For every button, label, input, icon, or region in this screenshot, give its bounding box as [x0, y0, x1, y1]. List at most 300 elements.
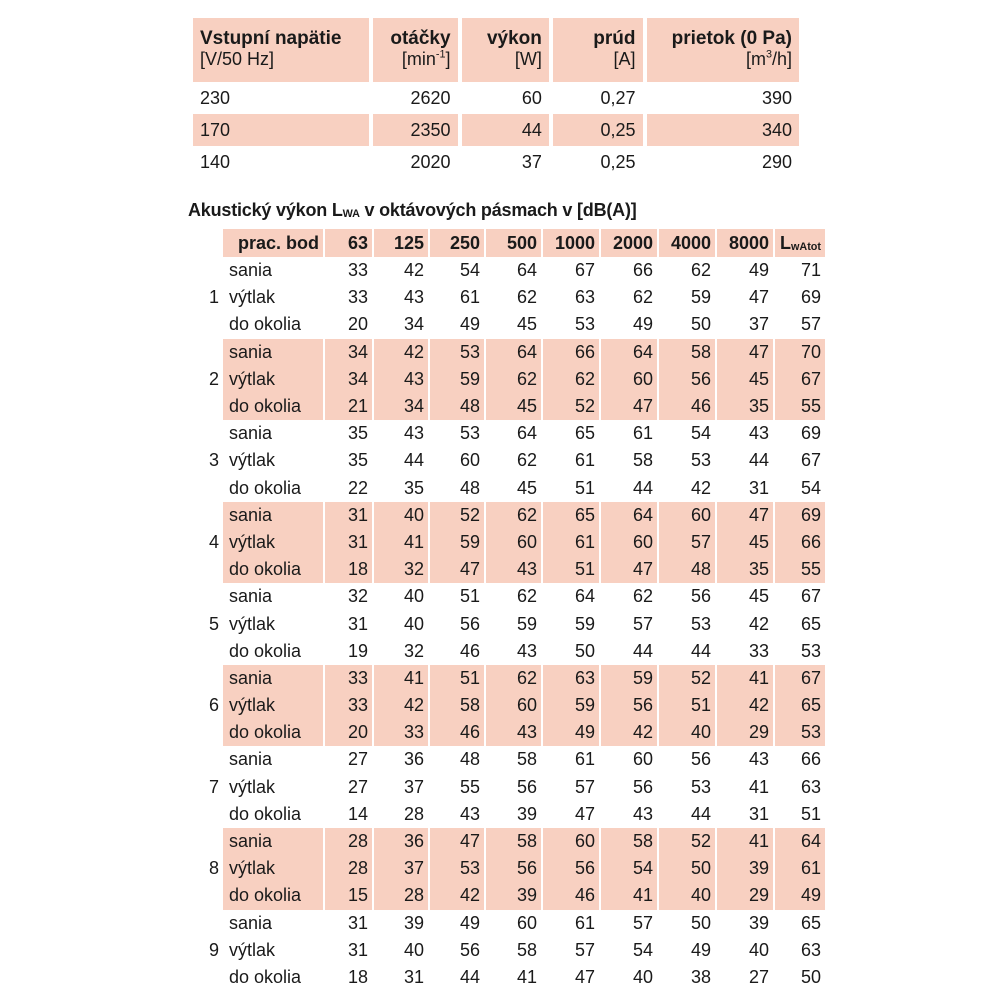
acoustic-title-sub: WA — [342, 208, 360, 221]
value-8000: 35 — [717, 393, 773, 420]
value-500: 45 — [516, 477, 537, 498]
value-4000: 40 — [659, 882, 715, 909]
value-63: 32 — [347, 586, 368, 607]
operating-point-number: 7 — [208, 776, 219, 797]
value-125: 37 — [374, 855, 428, 882]
value-125: 44 — [403, 450, 424, 471]
value-4000: 58 — [659, 339, 715, 366]
value-1000: 57 — [574, 939, 595, 960]
value-2000: 43 — [632, 803, 653, 824]
value-1000: 47 — [574, 803, 595, 824]
value-1000: 57 — [574, 776, 595, 797]
value-4000: 56 — [690, 586, 711, 607]
value-4000: 59 — [690, 287, 711, 308]
value-63: 34 — [325, 339, 372, 366]
cell-voltage: 170 — [193, 114, 369, 146]
value-63: 28 — [325, 855, 372, 882]
value-125: 43 — [403, 287, 424, 308]
acoustic-power-table — [191, 229, 827, 991]
operating-point-number — [193, 339, 221, 366]
value-8000: 47 — [748, 287, 769, 308]
acoustic-row — [193, 746, 825, 773]
operating-point-number — [193, 828, 221, 855]
value-total: 63 — [800, 776, 821, 797]
value-total: 69 — [800, 287, 821, 308]
header-airflow-unit-post: /h] — [771, 49, 792, 69]
electrical-data-body — [193, 82, 799, 178]
value-2000: 64 — [601, 339, 657, 366]
value-63: 27 — [347, 776, 368, 797]
value-125: 32 — [403, 640, 424, 661]
value-63: 18 — [325, 556, 372, 583]
operating-point-number: 9 — [208, 939, 219, 960]
acoustic-row — [193, 910, 825, 937]
operating-point-number — [193, 746, 221, 773]
measurement-location: sania — [223, 828, 323, 855]
operating-point-number — [193, 311, 221, 338]
acoustic-body — [193, 257, 825, 991]
header-airflow-title: prietok (0 Pa) — [671, 28, 792, 49]
acoustic-row — [193, 692, 825, 719]
value-125: 43 — [374, 366, 428, 393]
value-125: 40 — [403, 939, 424, 960]
value-1000: 50 — [574, 640, 595, 661]
value-2000: 56 — [601, 692, 657, 719]
value-1000: 56 — [543, 855, 599, 882]
value-1000: 63 — [574, 287, 595, 308]
value-500: 58 — [516, 749, 537, 770]
value-total: 53 — [775, 719, 825, 746]
header-voltage-title: Vstupní napätie — [200, 28, 342, 49]
measurement-location: výtlak — [223, 855, 323, 882]
value-250: 59 — [430, 366, 484, 393]
cell-speed: 2620 — [410, 87, 451, 108]
measurement-location: do okolia — [229, 640, 302, 661]
value-total: 71 — [800, 260, 821, 281]
acoustic-row — [193, 529, 825, 556]
acoustic-row — [193, 311, 825, 338]
measurement-location: do okolia — [223, 393, 323, 420]
value-4000: 46 — [659, 393, 715, 420]
value-250: 43 — [459, 803, 480, 824]
value-125: 41 — [374, 529, 428, 556]
value-total: 53 — [800, 640, 821, 661]
header-speed-unit-sup: -1 — [435, 48, 446, 61]
value-500: 59 — [516, 613, 537, 634]
acoustic-row — [193, 447, 825, 474]
measurement-location: sania — [229, 749, 273, 770]
measurement-location: výtlak — [223, 366, 323, 393]
acoustic-table-title — [188, 200, 637, 221]
value-1000: 62 — [543, 366, 599, 393]
value-2000: 49 — [632, 314, 653, 335]
value-total: 57 — [800, 314, 821, 335]
value-total: 55 — [775, 556, 825, 583]
value-1000: 49 — [543, 719, 599, 746]
value-2000: 61 — [632, 423, 653, 444]
value-8000: 49 — [748, 260, 769, 281]
header-total-sub: wAtot — [791, 240, 821, 253]
value-250: 46 — [430, 719, 484, 746]
acoustic-row — [193, 556, 825, 583]
operating-point-number — [193, 420, 221, 447]
value-250: 60 — [459, 450, 480, 471]
value-63: 34 — [325, 366, 372, 393]
value-1000: 59 — [543, 692, 599, 719]
operating-point-number — [193, 910, 221, 937]
cell-voltage: 140 — [200, 151, 231, 172]
operating-point-number — [193, 665, 221, 692]
value-8000: 33 — [748, 640, 769, 661]
cell-airflow: 390 — [761, 87, 792, 108]
value-2000: 40 — [632, 966, 653, 987]
value-1000: 59 — [574, 613, 595, 634]
operating-point-number — [193, 638, 221, 665]
measurement-location: výtlak — [229, 613, 276, 634]
value-125: 40 — [403, 613, 424, 634]
cell-current: 0,25 — [553, 114, 643, 146]
value-250: 55 — [459, 776, 480, 797]
operating-point-number — [193, 882, 221, 909]
value-500: 62 — [516, 586, 537, 607]
value-500: 45 — [516, 314, 537, 335]
value-2000: 41 — [601, 882, 657, 909]
value-total: 70 — [775, 339, 825, 366]
header-freq-4000: 4000 — [659, 229, 715, 257]
value-8000: 47 — [717, 339, 773, 366]
value-1000: 60 — [543, 828, 599, 855]
value-63: 31 — [347, 613, 368, 634]
value-8000: 29 — [717, 882, 773, 909]
cell-speed: 2350 — [373, 114, 457, 146]
value-250: 56 — [459, 613, 480, 634]
value-8000: 39 — [748, 912, 769, 933]
value-1000: 63 — [543, 665, 599, 692]
header-freq-125: 125 — [374, 229, 428, 257]
value-total: 69 — [775, 502, 825, 529]
value-63: 22 — [347, 477, 368, 498]
value-total: 66 — [775, 529, 825, 556]
value-4000: 50 — [690, 912, 711, 933]
value-4000: 53 — [690, 776, 711, 797]
value-125: 42 — [374, 692, 428, 719]
operating-point-number — [193, 556, 221, 583]
value-500: 43 — [486, 556, 541, 583]
header-total — [775, 229, 825, 257]
value-4000: 60 — [659, 502, 715, 529]
value-1000: 61 — [574, 912, 595, 933]
value-4000: 49 — [690, 939, 711, 960]
acoustic-row — [193, 366, 825, 393]
header-freq-1000: 1000 — [543, 229, 599, 257]
value-1000: 67 — [574, 260, 595, 281]
value-125: 42 — [403, 260, 424, 281]
acoustic-title-pre: Akustický výkon L — [188, 200, 343, 220]
value-total: 51 — [800, 803, 821, 824]
value-8000: 42 — [748, 613, 769, 634]
value-8000: 43 — [748, 749, 769, 770]
cell-voltage: 230 — [200, 87, 231, 108]
value-4000: 44 — [690, 803, 711, 824]
acoustic-row — [193, 339, 825, 366]
value-1000: 51 — [574, 477, 595, 498]
acoustic-row — [193, 964, 825, 991]
header-spacer — [193, 229, 221, 257]
acoustic-row — [193, 665, 825, 692]
value-125: 39 — [403, 912, 424, 933]
measurement-location: výtlak — [223, 529, 323, 556]
measurement-location: do okolia — [223, 556, 323, 583]
value-250: 59 — [430, 529, 484, 556]
electrical-data-table — [189, 18, 803, 178]
header-power-unit: [W] — [514, 49, 542, 69]
value-500: 62 — [516, 450, 537, 471]
value-125: 36 — [374, 828, 428, 855]
acoustic-row — [193, 610, 825, 637]
value-4000: 42 — [690, 477, 711, 498]
value-1000: 66 — [543, 339, 599, 366]
value-4000: 52 — [659, 828, 715, 855]
value-125: 34 — [374, 393, 428, 420]
value-500: 62 — [486, 665, 541, 692]
value-500: 43 — [486, 719, 541, 746]
value-total: 61 — [775, 855, 825, 882]
value-250: 48 — [459, 749, 480, 770]
acoustic-row — [193, 393, 825, 420]
value-500: 62 — [486, 502, 541, 529]
value-500: 43 — [516, 640, 537, 661]
header-freq-8000: 8000 — [717, 229, 773, 257]
value-total: 63 — [800, 939, 821, 960]
value-500: 62 — [486, 366, 541, 393]
header-current-title: prúd — [593, 28, 636, 49]
value-2000: 57 — [632, 912, 653, 933]
header-airflow-unit-sup: 3 — [765, 48, 772, 61]
measurement-location: výtlak — [229, 939, 276, 960]
header-freq-500: 500 — [486, 229, 541, 257]
value-8000: 45 — [717, 529, 773, 556]
value-8000: 27 — [748, 966, 769, 987]
value-125: 41 — [374, 665, 428, 692]
acoustic-row — [193, 882, 825, 909]
value-2000: 66 — [632, 260, 653, 281]
value-125: 31 — [403, 966, 424, 987]
header-freq-63: 63 — [325, 229, 372, 257]
cell-power: 60 — [521, 87, 542, 108]
value-1000: 61 — [543, 529, 599, 556]
header-speed-unit — [380, 49, 450, 69]
value-1000: 64 — [574, 586, 595, 607]
value-500: 58 — [486, 828, 541, 855]
value-4000: 38 — [690, 966, 711, 987]
value-8000: 41 — [717, 665, 773, 692]
operating-point-number — [193, 801, 221, 828]
value-2000: 42 — [601, 719, 657, 746]
value-2000: 54 — [601, 855, 657, 882]
value-250: 51 — [430, 665, 484, 692]
operating-point-number — [193, 583, 221, 610]
value-250: 42 — [430, 882, 484, 909]
value-4000: 54 — [690, 423, 711, 444]
value-8000: 31 — [748, 477, 769, 498]
header-speed-unit-post: ] — [445, 49, 451, 69]
value-8000: 45 — [748, 586, 769, 607]
value-63: 21 — [325, 393, 372, 420]
value-total: 67 — [800, 450, 821, 471]
value-2000: 60 — [632, 749, 653, 770]
value-1000: 61 — [574, 749, 595, 770]
value-2000: 57 — [632, 613, 653, 634]
value-125: 36 — [403, 749, 424, 770]
acoustic-row — [193, 937, 825, 964]
measurement-location: sania — [223, 339, 323, 366]
acoustic-row — [193, 855, 825, 882]
operating-point-number — [193, 257, 221, 284]
header-airflow-unit-pre: [m — [745, 49, 766, 69]
value-125: 40 — [374, 502, 428, 529]
value-63: 20 — [347, 314, 368, 335]
value-63: 27 — [347, 749, 368, 770]
acoustic-row — [193, 420, 825, 447]
value-250: 49 — [459, 314, 480, 335]
value-500: 60 — [486, 529, 541, 556]
cell-airflow: 290 — [761, 151, 792, 172]
header-speed — [373, 18, 457, 82]
operating-point-number — [193, 719, 221, 746]
value-total: 54 — [800, 477, 821, 498]
electrical-data-row — [193, 114, 799, 146]
acoustic-header — [193, 229, 825, 257]
value-250: 46 — [459, 640, 480, 661]
value-8000: 37 — [748, 314, 769, 335]
value-500: 39 — [516, 803, 537, 824]
measurement-location: do okolia — [223, 882, 323, 909]
measurement-location: sania — [223, 665, 323, 692]
value-4000: 50 — [659, 855, 715, 882]
value-250: 54 — [459, 260, 480, 281]
measurement-location: výtlak — [223, 692, 323, 719]
operating-point-number: 4 — [208, 531, 219, 552]
value-2000: 60 — [601, 366, 657, 393]
value-2000: 58 — [632, 450, 653, 471]
value-total: 69 — [800, 423, 821, 444]
value-63: 28 — [325, 828, 372, 855]
acoustic-row — [193, 638, 825, 665]
value-125: 37 — [403, 776, 424, 797]
value-2000: 44 — [632, 640, 653, 661]
header-voltage — [193, 18, 369, 82]
value-63: 15 — [325, 882, 372, 909]
measurement-location: do okolia — [223, 719, 323, 746]
value-125: 33 — [374, 719, 428, 746]
header-freq-2000: 2000 — [601, 229, 657, 257]
value-500: 56 — [486, 855, 541, 882]
acoustic-row — [193, 583, 825, 610]
value-1000: 65 — [574, 423, 595, 444]
value-4000: 48 — [659, 556, 715, 583]
value-total: 67 — [775, 665, 825, 692]
value-2000: 47 — [601, 393, 657, 420]
value-total: 66 — [800, 749, 821, 770]
cell-current: 0,27 — [600, 87, 636, 108]
value-1000: 47 — [574, 966, 595, 987]
value-125: 32 — [374, 556, 428, 583]
measurement-location: sania — [229, 260, 273, 281]
measurement-location: výtlak — [229, 776, 276, 797]
value-total: 49 — [775, 882, 825, 909]
value-8000: 45 — [717, 366, 773, 393]
value-1000: 65 — [543, 502, 599, 529]
acoustic-row — [193, 475, 825, 502]
value-500: 64 — [516, 423, 537, 444]
value-1000: 46 — [543, 882, 599, 909]
value-500: 41 — [516, 966, 537, 987]
value-total: 55 — [775, 393, 825, 420]
cell-power: 37 — [521, 151, 542, 172]
header-power — [462, 18, 549, 82]
value-250: 53 — [430, 339, 484, 366]
value-63: 33 — [347, 260, 368, 281]
acoustic-row — [193, 257, 825, 284]
operating-point-number — [193, 502, 221, 529]
cell-power: 44 — [462, 114, 549, 146]
value-total: 67 — [800, 586, 821, 607]
value-2000: 44 — [632, 477, 653, 498]
measurement-location: do okolia — [229, 314, 302, 335]
value-4000: 56 — [659, 366, 715, 393]
value-500: 62 — [516, 287, 537, 308]
operating-point-number: 2 — [208, 368, 219, 389]
value-63: 31 — [347, 912, 368, 933]
operating-point-number: 8 — [208, 858, 219, 879]
value-2000: 62 — [632, 287, 653, 308]
value-2000: 47 — [601, 556, 657, 583]
value-8000: 41 — [748, 776, 769, 797]
value-2000: 62 — [632, 586, 653, 607]
cell-current: 0,25 — [600, 151, 636, 172]
acoustic-row — [193, 801, 825, 828]
electrical-data-header — [193, 18, 799, 82]
operating-point-number — [193, 475, 221, 502]
measurement-location: sania — [229, 423, 273, 444]
value-250: 58 — [430, 692, 484, 719]
value-8000: 35 — [717, 556, 773, 583]
value-125: 42 — [374, 339, 428, 366]
measurement-location: sania — [223, 502, 323, 529]
value-250: 56 — [459, 939, 480, 960]
value-63: 14 — [347, 803, 368, 824]
value-63: 31 — [325, 502, 372, 529]
value-250: 44 — [459, 966, 480, 987]
value-8000: 31 — [748, 803, 769, 824]
value-63: 33 — [325, 665, 372, 692]
value-500: 64 — [516, 260, 537, 281]
value-total: 65 — [800, 912, 821, 933]
header-power-title: výkon — [486, 28, 542, 49]
value-1000: 51 — [543, 556, 599, 583]
value-250: 47 — [430, 828, 484, 855]
value-4000: 51 — [659, 692, 715, 719]
operating-point-number: 3 — [208, 450, 219, 471]
acoustic-row — [193, 719, 825, 746]
value-4000: 53 — [690, 450, 711, 471]
measurement-location: výtlak — [229, 450, 276, 471]
value-63: 18 — [347, 966, 368, 987]
header-total-main: L — [780, 232, 792, 253]
header-voltage-unit-text: [V/50 Hz] — [200, 49, 275, 69]
operating-point-number: 1 — [208, 287, 219, 308]
value-63: 35 — [347, 450, 368, 471]
